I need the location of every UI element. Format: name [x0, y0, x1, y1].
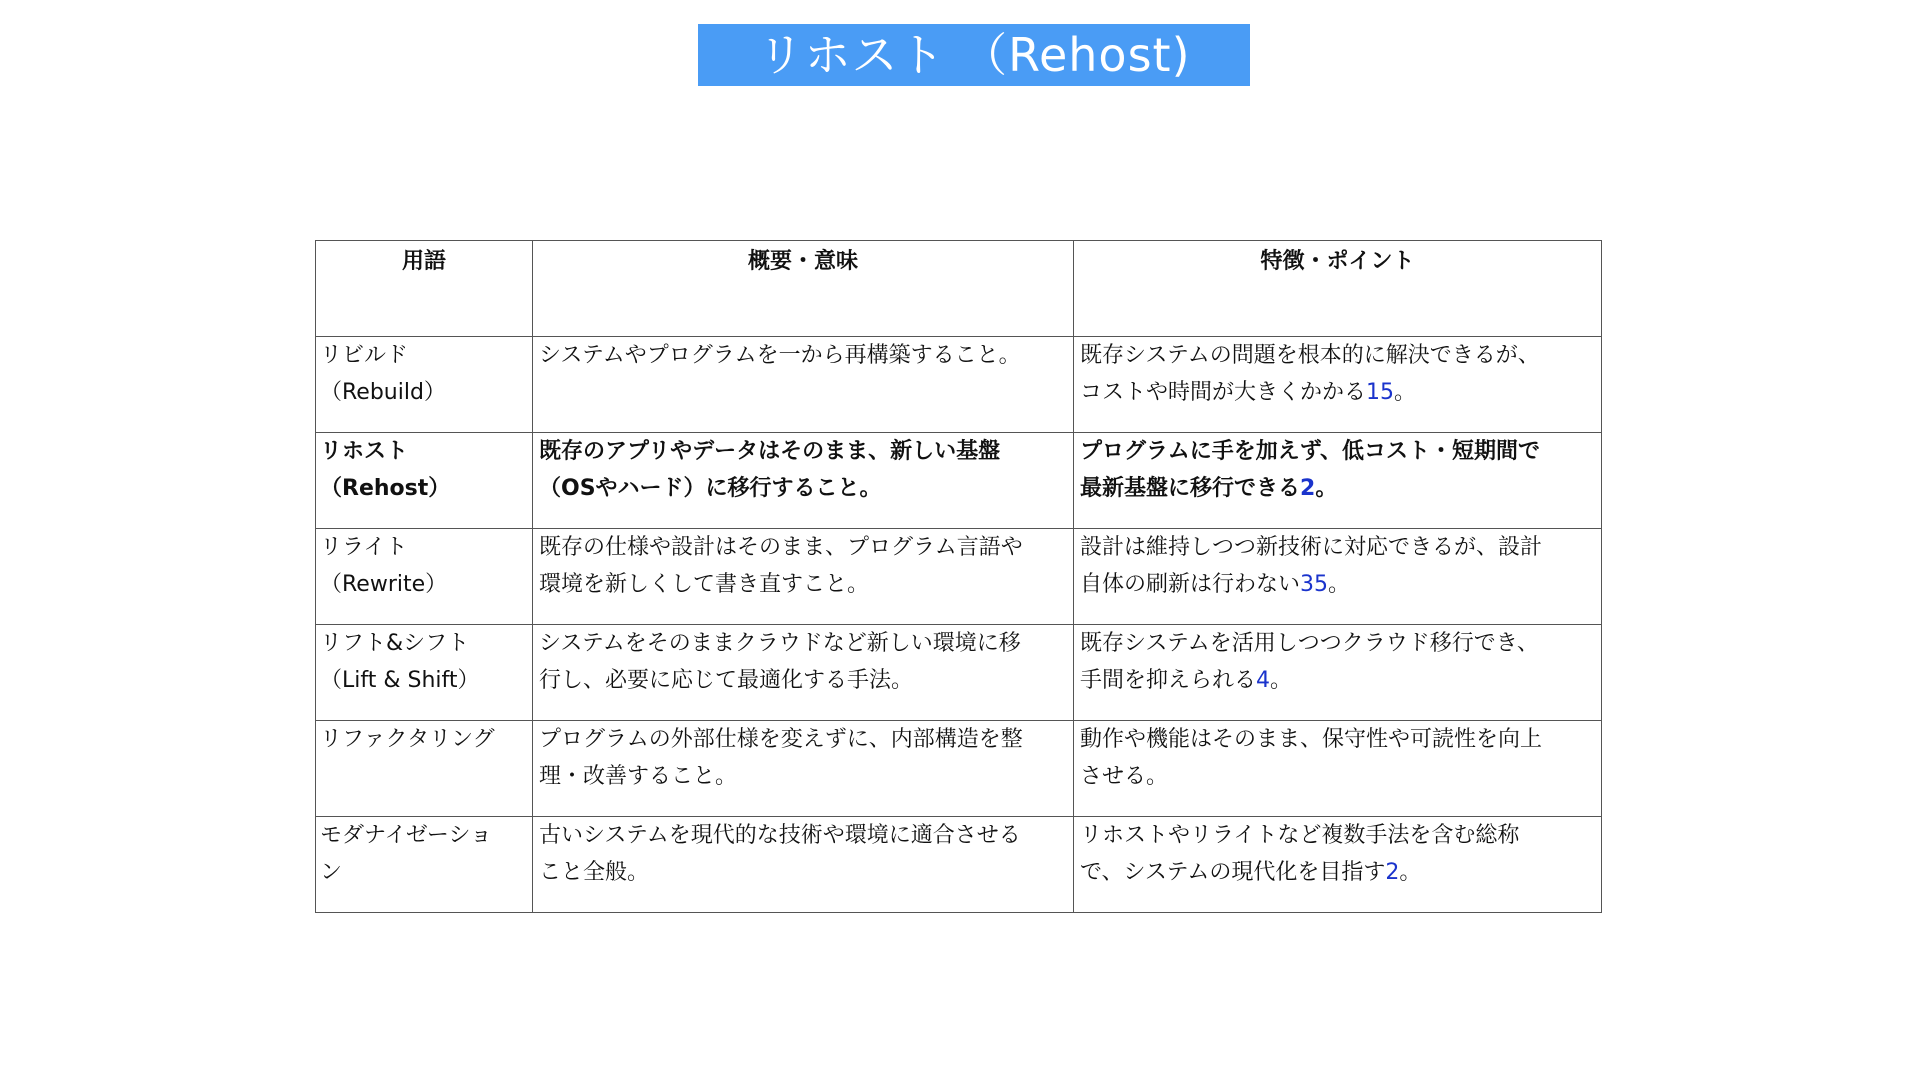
term-line: （Rebuild）	[320, 380, 446, 405]
feature-line: 設計は維持しつつ新技術に対応できるが、設計	[1080, 535, 1543, 560]
feature-text: させる。	[1080, 764, 1169, 789]
reference-link[interactable]: 35	[1300, 572, 1329, 597]
summary-line: （OSやハード）に移行すること。	[539, 476, 882, 501]
table-row	[316, 721, 1602, 817]
table-header-row	[316, 241, 1602, 337]
feature-end: 。	[1399, 860, 1422, 885]
term-line: リライト	[320, 535, 408, 560]
term-line: （Rehost）	[320, 476, 451, 501]
summary-line: こと全般。	[539, 860, 650, 885]
term-line: リファクタリング	[320, 727, 495, 752]
terms-table	[315, 240, 1602, 913]
term-line: ン	[320, 860, 343, 885]
feature-line	[1080, 374, 1595, 411]
feature-cell	[1074, 625, 1602, 721]
table-row	[316, 625, 1602, 721]
summary-line: 既存の仕様や設計はそのまま、プログラム言語や	[539, 535, 1023, 560]
slide-title-banner	[698, 24, 1250, 86]
summary-line: 環境を新しくして書き直すこと。	[539, 572, 870, 597]
header-summary: 概要・意味	[533, 241, 1074, 337]
feature-cell	[1074, 529, 1602, 625]
slide-title: リホスト （Rehost)	[757, 28, 1191, 82]
term-cell	[316, 337, 533, 433]
term-cell	[316, 433, 533, 529]
term-cell	[316, 817, 533, 913]
term-line: リビルド	[320, 343, 409, 368]
reference-link[interactable]: 2	[1300, 476, 1316, 501]
feature-line	[1080, 662, 1595, 699]
table-row	[316, 529, 1602, 625]
feature-line	[1080, 854, 1595, 891]
summary-line: システムをそのままクラウドなど新しい環境に移	[539, 631, 1021, 656]
feature-line	[1080, 566, 1595, 603]
table-row-highlighted	[316, 433, 1602, 529]
header-term: 用語	[316, 241, 533, 337]
summary-line: 行し、必要に応じて最適化する手法。	[539, 668, 914, 693]
feature-end: 。	[1328, 572, 1351, 597]
feature-end: 。	[1394, 380, 1417, 405]
feature-end: 。	[1315, 476, 1338, 501]
feature-line: 動作や機能はそのまま、保守性や可読性を向上	[1080, 727, 1543, 752]
feature-line	[1080, 758, 1595, 795]
summary-line: 既存のアプリやデータはそのまま、新しい基盤	[539, 439, 1001, 464]
term-cell	[316, 625, 533, 721]
feature-line	[1080, 470, 1595, 507]
summary-cell	[533, 625, 1074, 721]
summary-line: 理・改善すること。	[539, 764, 738, 789]
feature-cell	[1074, 817, 1602, 913]
term-line: リホスト	[320, 439, 409, 464]
reference-link[interactable]: 4	[1256, 668, 1271, 693]
feature-cell	[1074, 721, 1602, 817]
term-line: モダナイゼーショ	[320, 823, 493, 848]
table-row	[316, 817, 1602, 913]
feature-cell	[1074, 433, 1602, 529]
summary-cell	[533, 721, 1074, 817]
summary-line: システムやプログラムを一から再構築すること。	[539, 343, 1021, 368]
term-line: （Rewrite）	[320, 572, 448, 597]
summary-cell	[533, 433, 1074, 529]
feature-end: 。	[1270, 668, 1293, 693]
term-cell	[316, 721, 533, 817]
header-feature: 特徴・ポイント	[1074, 241, 1602, 337]
feature-text: で、システムの現代化を目指す	[1080, 860, 1386, 885]
summary-cell	[533, 529, 1074, 625]
term-line: リフト&シフト	[320, 631, 470, 656]
summary-cell	[533, 817, 1074, 913]
term-line: （Lift & Shift）	[320, 668, 480, 693]
reference-link[interactable]: 15	[1366, 380, 1395, 405]
summary-cell	[533, 337, 1074, 433]
feature-text: 最新基盤に移行できる	[1080, 476, 1301, 501]
term-cell	[316, 529, 533, 625]
feature-line: プログラムに手を加えず、低コスト・短期間で	[1080, 439, 1541, 464]
feature-text: 手間を抑えられる	[1080, 668, 1257, 693]
table-row	[316, 337, 1602, 433]
feature-line: 既存システムの問題を根本的に解決できるが、	[1080, 343, 1540, 368]
summary-line: プログラムの外部仕様を変えずに、内部構造を整	[539, 727, 1023, 752]
feature-text: コストや時間が大きくかかる	[1080, 380, 1367, 405]
summary-line: 古いシステムを現代的な技術や環境に適合させる	[539, 823, 1021, 848]
feature-line: リホストやリライトなど複数手法を含む総称	[1080, 823, 1520, 848]
feature-line: 既存システムを活用しつつクラウド移行でき、	[1080, 631, 1539, 656]
feature-cell	[1074, 337, 1602, 433]
feature-text: 自体の刷新は行わない	[1080, 572, 1301, 597]
reference-link[interactable]: 2	[1385, 860, 1400, 885]
